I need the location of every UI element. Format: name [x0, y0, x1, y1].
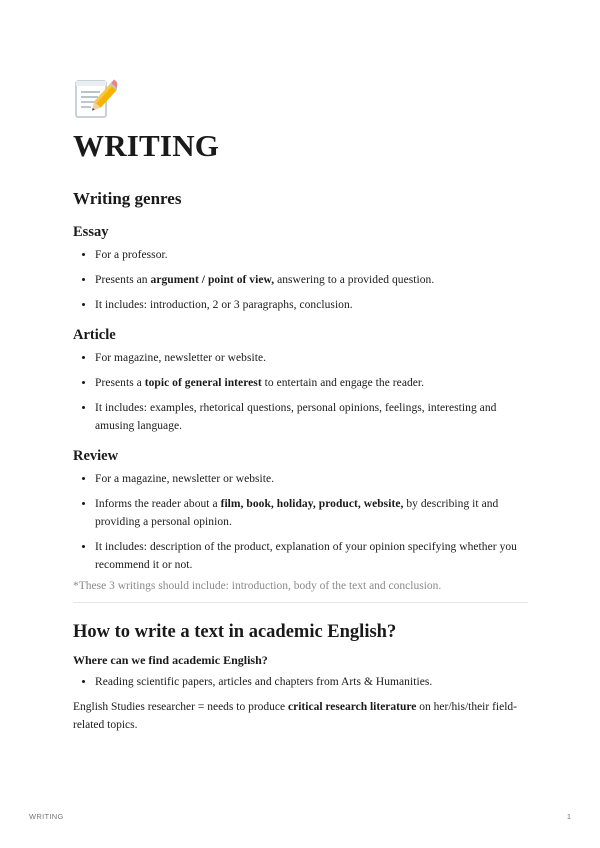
list-item: • It includes: introduction, 2 or 3 paragraphs, conclusion. [95, 296, 528, 314]
page-number: 1 [566, 812, 571, 821]
list-item: • Presents a topic of general interest to entertain and engage the reader. [95, 374, 528, 392]
section-heading-academic-english: How to write a text in academic English? [73, 622, 397, 642]
list-item: • It includes: examples, rhetorical questions, personal opinions, feelings, interesting and amusing language. [95, 399, 528, 435]
subsection-heading-where-academic: Where can we find academic English? [73, 653, 268, 667]
essay-list [73, 246, 528, 314]
article-list [73, 349, 528, 435]
divider [73, 602, 528, 603]
list-item: • Presents an argument / point of view, answering to a provided question. [95, 271, 528, 289]
subsection-heading-review: Review [73, 448, 119, 464]
document-title: WRITING [73, 128, 220, 163]
subsection-heading-essay: Essay [73, 224, 109, 240]
section-heading-writing-genres: Writing genres [73, 189, 182, 208]
memo-pencil-icon [73, 78, 117, 122]
list-item: • For a magazine, newsletter or website. [95, 470, 528, 488]
footer-title: WRITING [29, 812, 64, 821]
list-item: • It includes: description of the product, explanation of your opinion specifying whether you recommend it or not. [95, 538, 528, 574]
list-item: • Informs the reader about a film, book, holiday, product, website, by describing it and providing a personal opinion. [95, 495, 528, 531]
document-page [73, 78, 528, 734]
list-item: • Reading scientific papers, articles and chapters from Arts & Humanities. [95, 673, 528, 691]
academic-paragraph: English Studies researcher = needs to produce critical research literature on her/his/their field-related topics. [73, 701, 517, 731]
list-item: • For a professor. [95, 246, 528, 264]
review-list [73, 470, 528, 574]
list-item: • For magazine, newsletter or website. [95, 349, 528, 367]
subsection-heading-article: Article [73, 327, 116, 343]
academic-list [73, 673, 528, 691]
genres-note: *These 3 writings should include: introduction, body of the text and conclusion. [73, 580, 442, 592]
